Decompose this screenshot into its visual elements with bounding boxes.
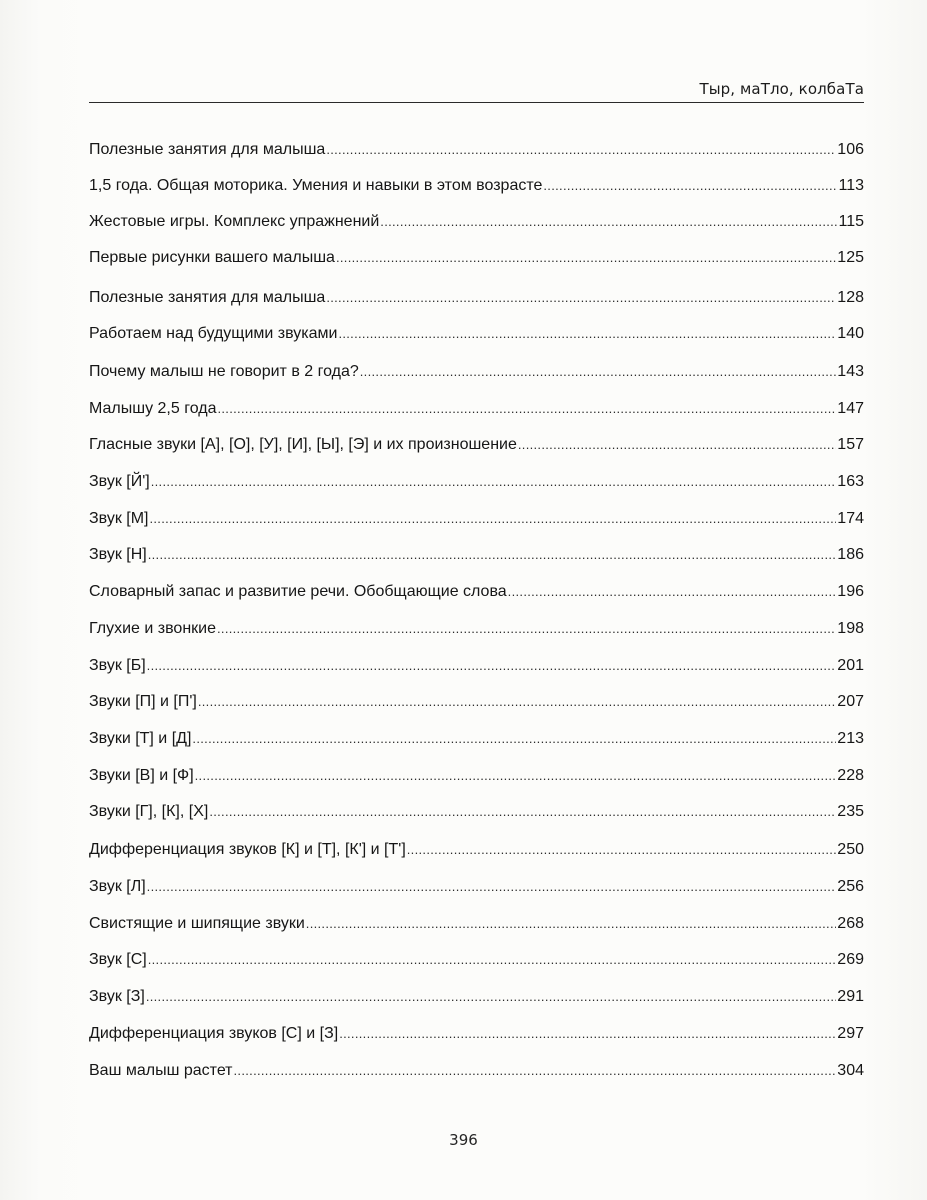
toc-entry-title: Свистящие и шипящие звуки: [89, 915, 305, 932]
toc-entry-title: Гласные звуки [А], [О], [У], [И], [Ы], [Э] и их произношение: [89, 436, 517, 453]
toc-dot-leader: [192, 727, 836, 751]
toc-dot-leader: [217, 617, 836, 641]
toc-dot-leader: [508, 580, 837, 604]
toc-entry: [89, 174, 864, 198]
toc-entry-page: 186: [837, 546, 864, 563]
toc-dot-leader: [149, 507, 836, 531]
toc-entry-page: 174: [837, 510, 864, 527]
toc-entry: [89, 912, 864, 936]
toc-dot-leader: [209, 800, 836, 824]
toc-entry-page: 115: [838, 213, 864, 230]
page-number: 396: [449, 1131, 478, 1149]
toc-entry: [89, 654, 864, 678]
toc-entry-title: Звук [С]: [89, 951, 147, 968]
toc-entry-page: 125: [837, 249, 864, 266]
toc-entry: [89, 617, 864, 641]
toc-entry-title: Дифференциация звуков [С] и [З]: [89, 1025, 339, 1042]
table-of-contents: [89, 0, 864, 1200]
toc-dot-leader: [326, 138, 836, 162]
toc-entry-title: Звук [Н]: [89, 546, 147, 563]
toc-entry-title: Полезные занятия для малыша: [89, 141, 326, 158]
toc-entry-title: Работаем над будущими звуками: [89, 325, 338, 342]
toc-entry-title: Звуки [П] и [П']: [89, 693, 197, 710]
toc-entry-title: Звуки [В] и [Ф]: [89, 767, 194, 784]
toc-dot-leader: [339, 1022, 836, 1046]
toc-dot-leader: [336, 246, 836, 270]
toc-dot-leader: [198, 690, 836, 714]
toc-entry-title: Полезные занятия для малыша: [89, 289, 326, 306]
toc-dot-leader: [234, 1059, 837, 1083]
toc-entry: [89, 838, 864, 862]
toc-entry-page: 250: [837, 841, 864, 858]
toc-entry-title: Словарный запас и развитие речи. Обобщающие слова: [89, 583, 507, 600]
toc-entry-page: 291: [837, 988, 864, 1005]
toc-entry: [89, 727, 864, 751]
toc-entry-title: Звуки [Т] и [Д]: [89, 730, 192, 747]
toc-entry-page: 228: [837, 767, 864, 784]
toc-dot-leader: [195, 764, 837, 788]
toc-entry-title: Звуки [Г], [К], [Х]: [89, 803, 209, 820]
toc-dot-leader: [146, 985, 836, 1009]
toc-entry: [89, 1059, 864, 1083]
toc-entry: [89, 210, 864, 234]
toc-entry-page: 143: [837, 363, 864, 380]
toc-entry-page: 113: [838, 177, 864, 194]
toc-entry: [89, 246, 864, 270]
toc-dot-leader: [326, 286, 836, 310]
toc-entry-page: 201: [837, 657, 864, 674]
toc-entry-page: 269: [837, 951, 864, 968]
toc-entry-page: 268: [837, 915, 864, 932]
toc-entry: [89, 543, 864, 567]
toc-dot-leader: [147, 875, 837, 899]
toc-entry-page: 235: [837, 803, 864, 820]
toc-entry-page: 196: [837, 583, 864, 600]
toc-dot-leader: [148, 543, 837, 567]
toc-entry-page: 106: [837, 141, 864, 158]
toc-entry-title: Первые рисунки вашего малыша: [89, 249, 335, 266]
toc-entry-title: 1,5 года. Общая моторика. Умения и навыки в этом возрасте: [89, 177, 543, 194]
toc-entry-page: 256: [837, 878, 864, 895]
toc-entry-page: 128: [837, 289, 864, 306]
toc-entry: [89, 322, 864, 346]
toc-entry-page: 213: [837, 730, 864, 747]
toc-entry-title: Звук [Б]: [89, 657, 146, 674]
toc-entry-page: 140: [837, 325, 864, 342]
toc-entry: [89, 800, 864, 824]
toc-entry-page: 147: [837, 400, 864, 417]
toc-entry-title: Звук [Л]: [89, 878, 146, 895]
toc-entry: [89, 507, 864, 531]
toc-entry-page: 207: [837, 693, 864, 710]
running-head: Тыр, маТло, колбаТа: [699, 80, 864, 98]
toc-entry: [89, 875, 864, 899]
toc-dot-leader: [518, 433, 836, 457]
toc-entry-page: 304: [837, 1062, 864, 1079]
toc-entry-title: Ваш малыш растет: [89, 1062, 233, 1079]
toc-entry-title: Почему малыш не говорит в 2 года?: [89, 363, 359, 380]
toc-entry-title: Звук [З]: [89, 988, 145, 1005]
toc-entry-page: 163: [837, 473, 864, 490]
toc-entry: [89, 470, 864, 494]
toc-entry-page: 157: [837, 436, 864, 453]
toc-entry-title: Дифференциация звуков [К] и [Т], [К'] и [Т']: [89, 841, 406, 858]
toc-entry-title: Глухие и звонкие: [89, 620, 216, 637]
toc-entry: [89, 397, 864, 421]
toc-dot-leader: [306, 912, 837, 936]
toc-entry: [89, 985, 864, 1009]
toc-entry: [89, 360, 864, 384]
toc-entry: [89, 1022, 864, 1046]
toc-dot-leader: [407, 838, 837, 862]
toc-entry-page: 198: [837, 620, 864, 637]
toc-dot-leader: [147, 654, 837, 678]
toc-dot-leader: [151, 470, 837, 494]
toc-entry: [89, 286, 864, 310]
toc-entry: [89, 764, 864, 788]
toc-entry: [89, 138, 864, 162]
toc-entry: [89, 580, 864, 604]
toc-dot-leader: [380, 210, 837, 234]
toc-entry-title: Малышу 2,5 года: [89, 400, 217, 417]
toc-dot-leader: [360, 360, 837, 384]
toc-entry-title: Жестовые игры. Комплекс упражнений: [89, 213, 380, 230]
toc-dot-leader: [338, 322, 836, 346]
toc-entry-page: 297: [837, 1025, 864, 1042]
toc-entry: [89, 433, 864, 457]
toc-entry: [89, 690, 864, 714]
toc-entry-title: Звук [М]: [89, 510, 149, 527]
toc-entry: [89, 948, 864, 972]
toc-entry-title: Звук [Й']: [89, 473, 150, 490]
toc-dot-leader: [148, 948, 837, 972]
toc-dot-leader: [217, 397, 836, 421]
toc-dot-leader: [543, 174, 837, 198]
